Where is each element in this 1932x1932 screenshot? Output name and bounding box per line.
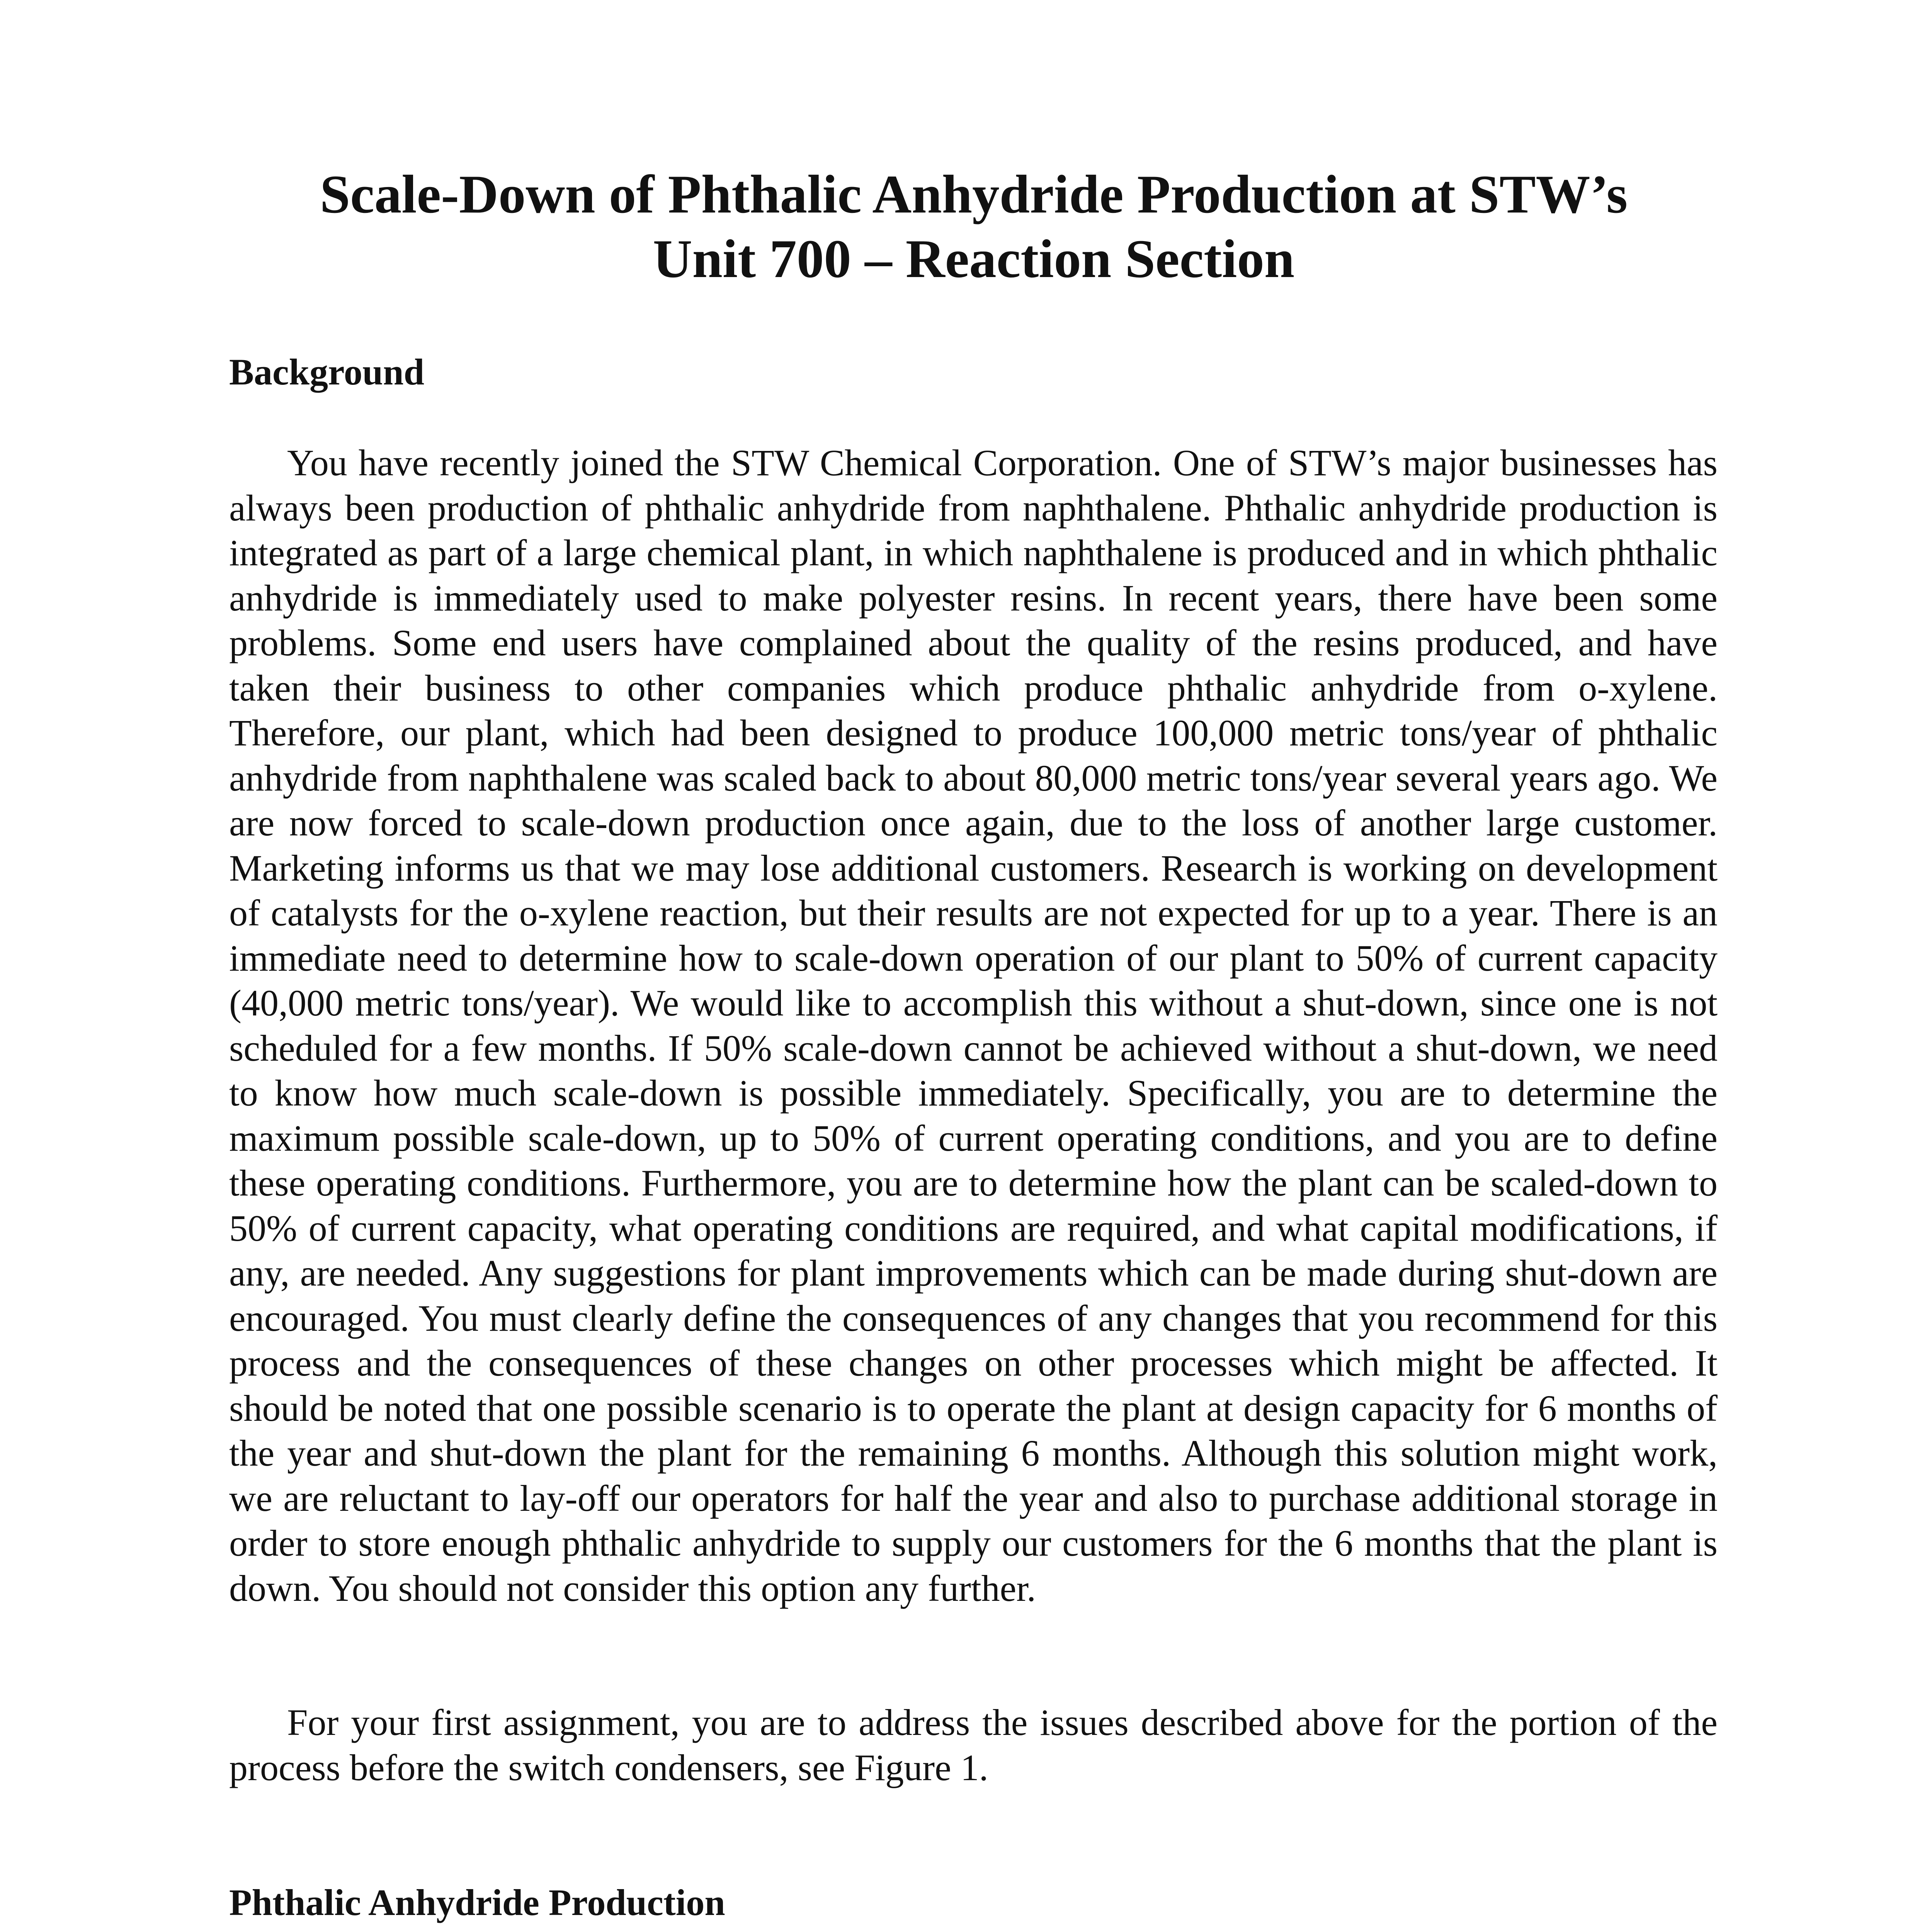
- title-line-2: Unit 700 – Reaction Section: [653, 229, 1295, 289]
- document-title: [230, 162, 1718, 291]
- background-paragraph-1: You have recently joined the STW Chemical Corporation. One of STW’s major businesses has always been production of phthalic anhydride from naphthalene. Phthalic anhydride production is integrated as part of a large chemical plant, in which naphthalene is produced and in which phthalic anhydride is immediately used to make polyester resins. In recent years, there have been some problems. Some end users have complained about the quality of the resins produced, and have taken their business to other companies which produce phthalic anhydride from o-xylene. Therefore, our plant, which had been designed to produce 100,000 metric tons/year of phthalic anhydride from naphthalene was scaled back to about 80,000 metric tons/year several years ago. We are now forced to scale-down production once again, due to the loss of another large customer. Marketing informs us that we may lose additional customers. Research is working on development of catalysts for the o-xylene reaction, but their results are not expected for up to a year. There is an immediate need to determine how to scale-down operation of our plant to 50% of current capacity (40,000 metric tons/year). We would like to accomplish this without a shut-down, since one is not scheduled for a few months. If 50% scale-down cannot be achieved without a shut-down, we need to know how much scale-down is possible immediately. Specifically, you are to determine the maximum possible scale-down, up to 50% of current operating conditions, and you are to define these operating conditions. Furthermore, you are to determine how the plant can be scaled-down to 50% of current capacity, what operating conditions are required, and what capital modifications, if any, are needed. Any suggestions for plant improvements which can be made during shut-down are encouraged. You must clearly define the consequences of any changes that you recommend for this process and the consequences of these changes on other processes which might be affected. It should be noted that one possible scenario is to operate the plant at design capacity for 6 months of the year and shut-down the plant for the remaining 6 months. Although this solution might work, we are reluctant to lay-off our operators for half the year and also to purchase additional storage in order to store enough phthalic anhydride to supply our customers for the 6 months that the plant is down. You should not consider this option any further.: [229, 442, 1718, 1609]
- section-heading-background: Background: [229, 351, 425, 393]
- section-heading-phthalic-anhydride-production: Phthalic Anhydride Production: [229, 1882, 725, 1923]
- title-line-1: Scale-Down of Phthalic Anhydride Production at STW’s: [320, 164, 1628, 224]
- background-paragraph-2: For your first assignment, you are to address the issues described above for the portion of the process before the switch condensers, see Figure 1.: [229, 1702, 1718, 1788]
